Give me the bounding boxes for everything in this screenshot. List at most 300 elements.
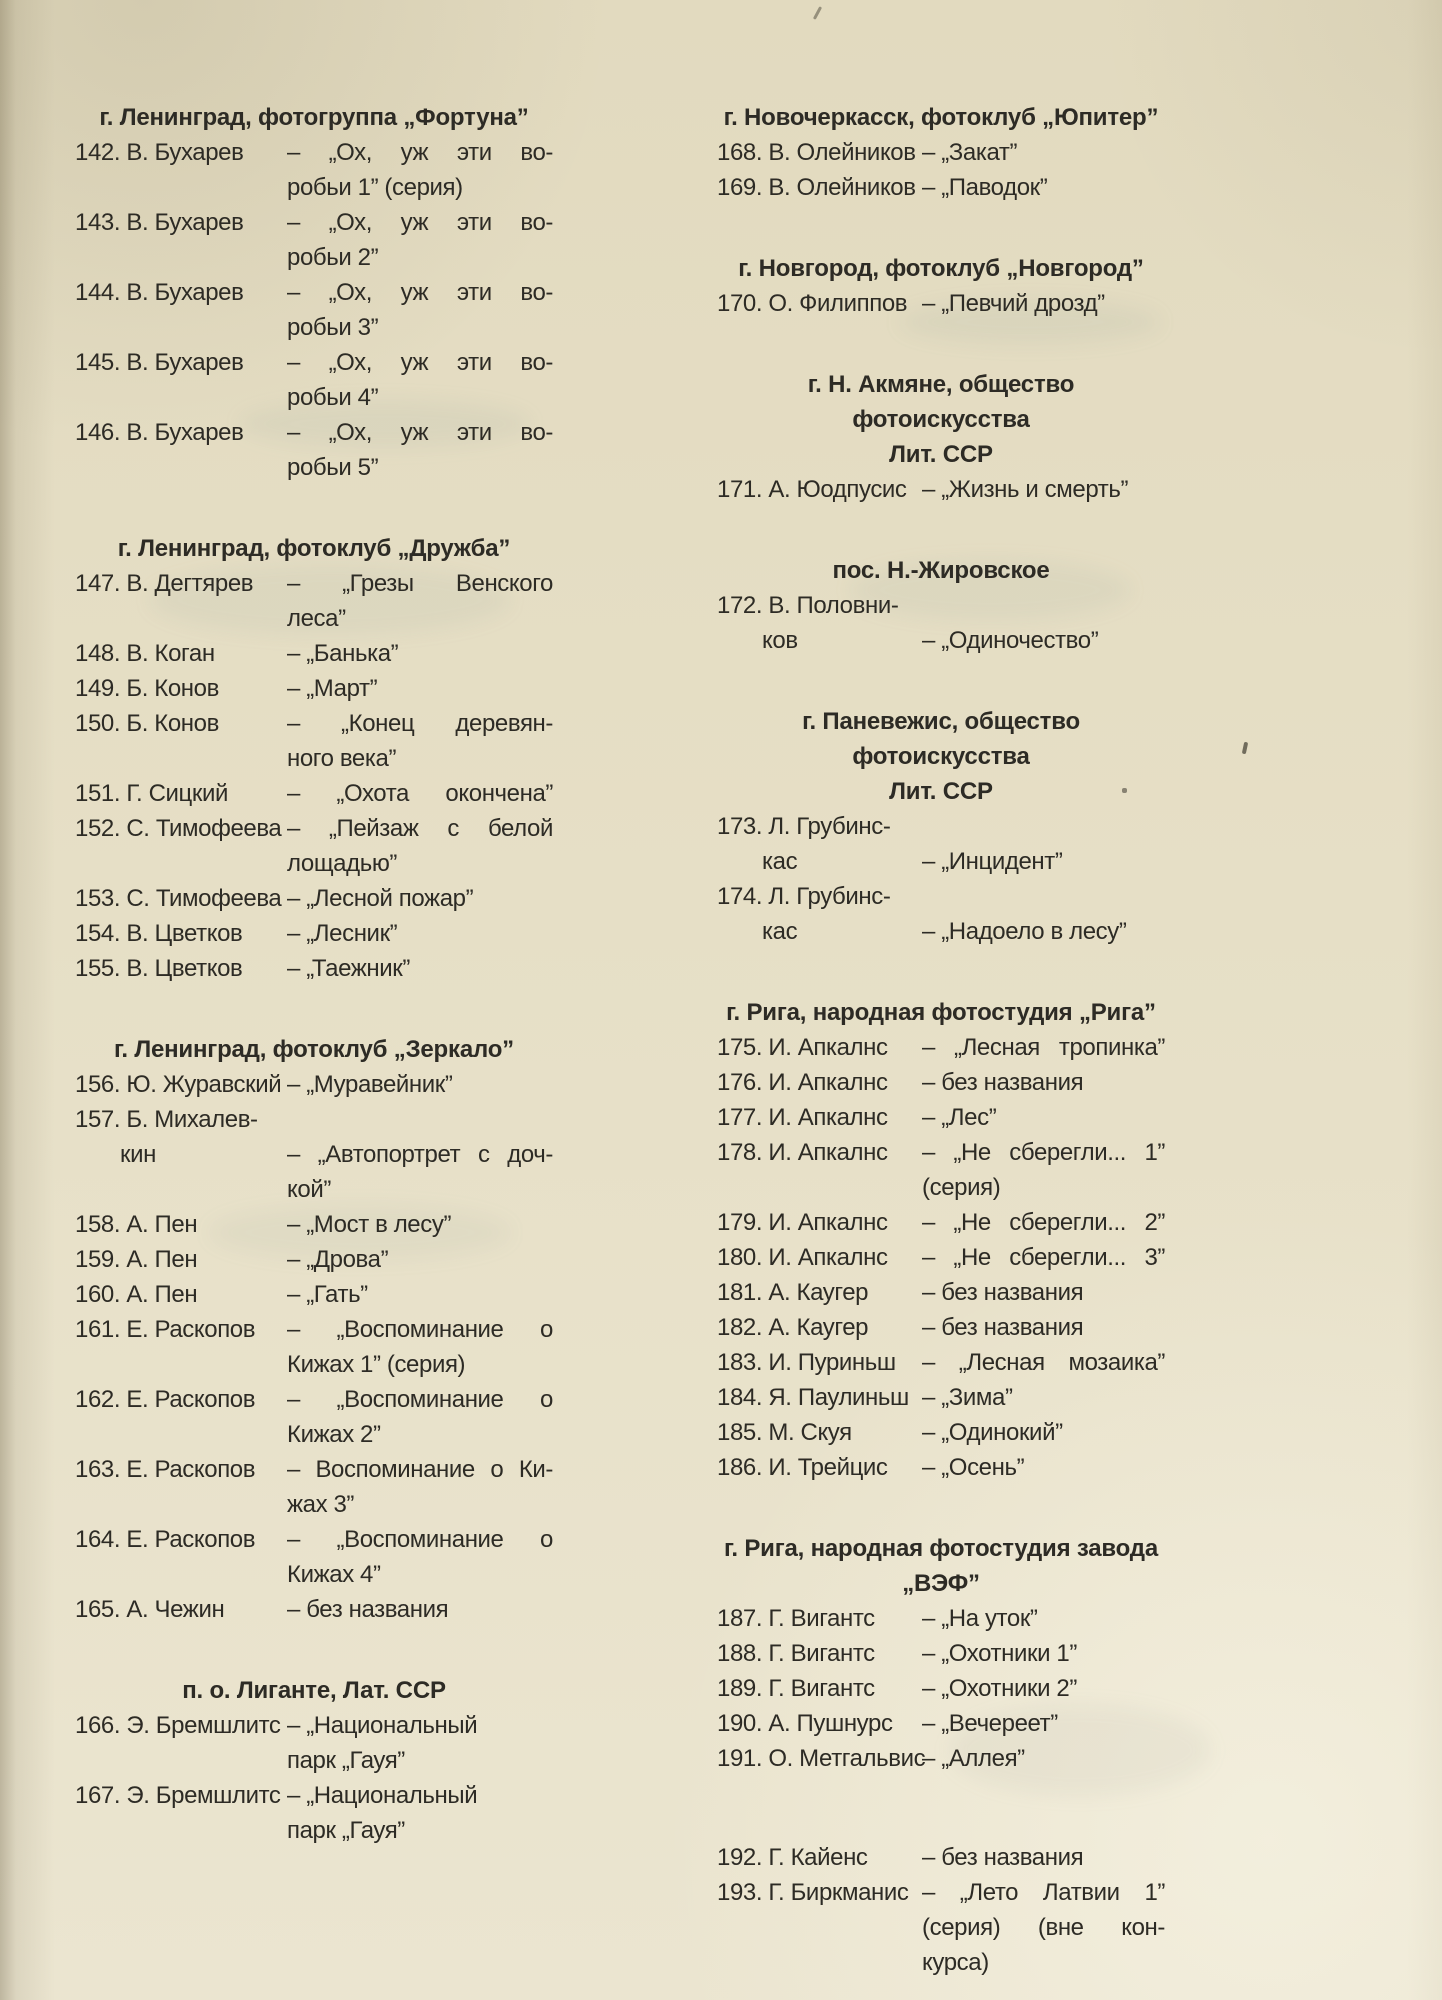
- scan-speck: [1242, 742, 1248, 755]
- entry-row: [75, 706, 553, 776]
- entry-title-line: кой”: [287, 1176, 331, 1203]
- entry-number-name: [75, 916, 287, 951]
- entry-number-name: [75, 1207, 287, 1242]
- entry-row: [75, 205, 553, 275]
- group-header-line: п. о. Лиганте, Лат. ССР: [182, 1677, 446, 1704]
- entry-title: [287, 275, 553, 345]
- entry-title: [922, 844, 1165, 879]
- entry-name-line: 174. Л. Грубинс-: [717, 883, 891, 910]
- group-header: [717, 1531, 1165, 1601]
- entry-title-line: – „Таежник”: [287, 955, 410, 982]
- entry-name-line: 152. С. Тимофеева: [75, 815, 282, 842]
- entry-title-line: – „Одинокий”: [922, 1419, 1063, 1446]
- entry-title-line: – „Ох, уж эти во-: [287, 279, 553, 306]
- entry-title: [922, 1415, 1165, 1450]
- entry-title-line: – „Дрова”: [287, 1246, 389, 1273]
- entry-name-line: 192. Г. Кайенс: [717, 1844, 868, 1871]
- entry-title-line: – „Инцидент”: [922, 848, 1063, 875]
- entry-name-line: 173. Л. Грубинс-: [717, 813, 891, 840]
- group-header-line: г. Новгород, фотоклуб „Новгород”: [738, 255, 1144, 282]
- group-header-line: „ВЭФ”: [902, 1570, 980, 1597]
- entry-title-line: робьи 2”: [287, 244, 379, 271]
- entry-title: [922, 1601, 1165, 1636]
- entry-title-line: – „Охотники 1”: [922, 1640, 1077, 1667]
- group-header: [75, 531, 553, 566]
- entry-row: [717, 1135, 1165, 1205]
- entry-row: [75, 1067, 553, 1102]
- entry-title: [922, 1030, 1165, 1065]
- entry-title: [922, 623, 1165, 658]
- entry-row: [717, 879, 1165, 949]
- entry-title-line: робьи 1” (серия): [287, 174, 463, 201]
- entry-number-name: [75, 1067, 287, 1102]
- catalog-group: [75, 1032, 553, 1627]
- entry-row: [717, 1875, 1165, 1980]
- entry-name-line: 163. Е. Раскопов: [75, 1456, 256, 1483]
- entry-title: [287, 205, 553, 275]
- entry-title-line: – „Охотники 2”: [922, 1675, 1077, 1702]
- entry-row: [75, 881, 553, 916]
- catalog-column-right: [717, 100, 1165, 1980]
- entry-number-name: [717, 1415, 922, 1450]
- entry-row: [717, 286, 1165, 321]
- entry-title-line: – „Воспоминание о: [287, 1526, 553, 1553]
- entry-number-name: [717, 1345, 922, 1380]
- entry-row: [75, 1592, 553, 1627]
- group-header: [717, 995, 1165, 1030]
- catalog-column-left: [75, 100, 553, 1848]
- entry-name-line: кас: [762, 848, 798, 875]
- entry-title-line: робьи 4”: [287, 384, 379, 411]
- entry-title-line: – без названия: [922, 1279, 1084, 1306]
- entry-title: [922, 1875, 1165, 1980]
- entry-row: [717, 1636, 1165, 1671]
- entry-number-name: [717, 1240, 922, 1275]
- entry-name-line: 193. Г. Биркманис: [717, 1879, 909, 1906]
- group-header: [717, 251, 1165, 286]
- entry-title: [287, 566, 553, 636]
- catalog-group: [717, 553, 1165, 658]
- group-header-line: г. Рига, народная фотостудия „Рига”: [726, 999, 1156, 1026]
- entry-title: [922, 286, 1165, 321]
- catalog-group: [717, 1840, 1165, 1980]
- entry-row: [75, 811, 553, 881]
- entry-name-line: 154. В. Цветков: [75, 920, 243, 947]
- entry-row: [75, 345, 553, 415]
- entry-title: [922, 1135, 1165, 1205]
- entry-title: [287, 1242, 553, 1277]
- entry-title-line: – „Лесная мозаика”: [922, 1349, 1165, 1376]
- entry-title-line: робьи 3”: [287, 314, 379, 341]
- entry-name-line: 191. О. Метгальвис: [717, 1745, 926, 1772]
- entry-title: [287, 671, 553, 706]
- entry-number-name: [75, 205, 287, 240]
- entry-title-line: – „Вечереет”: [922, 1710, 1058, 1737]
- entry-title: [922, 1240, 1165, 1275]
- entry-number-name: [75, 1708, 287, 1743]
- entry-name-line: кин: [120, 1141, 156, 1168]
- entry-row: [75, 275, 553, 345]
- entry-title-line: – „Воспоминание о: [287, 1316, 553, 1343]
- entry-title-line: – „Жизнь и смерть”: [922, 476, 1129, 503]
- entry-title-line: Кижах 4”: [287, 1561, 381, 1588]
- entry-title: [922, 1065, 1165, 1100]
- entry-row: [717, 1275, 1165, 1310]
- entry-title-line: – „На уток”: [922, 1605, 1038, 1632]
- entry-number-name: [717, 1275, 922, 1310]
- entry-title: [287, 1137, 553, 1207]
- entry-number-name: [717, 1741, 926, 1776]
- entry-name-line: 156. Ю. Журавский: [75, 1071, 282, 1098]
- entry-title-line: – „Март”: [287, 675, 378, 702]
- entry-number-name: [717, 135, 922, 170]
- entry-title-line: – „Автопортрет с доч-: [287, 1141, 553, 1168]
- entry-name-line: 151. Г. Сицкий: [75, 780, 228, 807]
- entry-name-line: 148. В. Коган: [75, 640, 215, 667]
- entry-name-line: 185. М. Скуя: [717, 1419, 852, 1446]
- group-header-line: г. Новочеркасск, фотоклуб „Юпитер”: [723, 104, 1159, 131]
- entry-number-name: [75, 1592, 287, 1627]
- entry-name-line: 190. А. Пушнурс: [717, 1710, 893, 1737]
- entry-title-line: – „Певчий дрозд”: [922, 290, 1105, 317]
- entry-row: [717, 1205, 1165, 1240]
- entry-title-line: робьи 5”: [287, 454, 379, 481]
- entry-row: [717, 1345, 1165, 1380]
- entry-row: [717, 1100, 1165, 1135]
- entry-row: [75, 1778, 553, 1848]
- entry-title: [922, 1310, 1165, 1345]
- entry-number-name: [75, 345, 287, 380]
- entry-number-name: [717, 1135, 922, 1170]
- entry-number-name: [717, 1840, 922, 1875]
- group-header-line: г. Паневежис, общество фотоискусства: [802, 708, 1080, 770]
- entry-title: [287, 1277, 553, 1312]
- entry-number-name: [717, 1450, 922, 1485]
- entry-title: [287, 345, 553, 415]
- entry-number-name: [717, 809, 922, 879]
- catalog-group: [75, 1673, 553, 1848]
- entry-title-line: – „Национальный: [287, 1712, 478, 1739]
- group-header: [717, 553, 1165, 588]
- entry-row: [717, 1450, 1165, 1485]
- entry-row: [717, 1240, 1165, 1275]
- entry-name-line: 176. И. Апкалнс: [717, 1069, 888, 1096]
- entry-number-name: [75, 636, 287, 671]
- catalog-group: [75, 531, 553, 986]
- entry-title: [922, 1380, 1165, 1415]
- entry-number-name: [717, 1671, 922, 1706]
- entry-title-line: – без названия: [922, 1844, 1084, 1871]
- entry-number-name: [717, 1100, 922, 1135]
- entry-number-name: [717, 588, 922, 658]
- group-header-line: Лит. ССР: [889, 441, 993, 468]
- entry-row: [717, 809, 1165, 879]
- entry-row: [717, 1380, 1165, 1415]
- entry-title-line: – „Ох, уж эти во-: [287, 209, 553, 236]
- entry-title-line: – „Не сберегли... 3”: [922, 1244, 1165, 1271]
- entry-name-line: 147. В. Дегтярев: [75, 570, 254, 597]
- entry-title-line: – „Надоело в лесу”: [922, 918, 1127, 945]
- entry-row: [717, 1065, 1165, 1100]
- entry-title: [287, 415, 553, 485]
- entry-title-line: ного века”: [287, 745, 397, 772]
- entry-row: [717, 1601, 1165, 1636]
- entry-title-line: – „Гать”: [287, 1281, 368, 1308]
- entry-number-name: [717, 1065, 922, 1100]
- entry-title: [287, 1778, 553, 1848]
- entry-name-line: 184. Я. Паулиньш: [717, 1384, 909, 1411]
- entry-name-line: 177. И. Апкалнс: [717, 1104, 888, 1131]
- group-header: [717, 100, 1165, 135]
- entry-number-name: [75, 1452, 287, 1487]
- entry-title-line: – „Лето Латвии 1”: [922, 1879, 1165, 1906]
- entry-title: [287, 811, 553, 881]
- entry-number-name: [75, 1312, 287, 1347]
- group-header: [75, 100, 553, 135]
- entry-title-line: – „Банька”: [287, 640, 399, 667]
- entry-name-line: 160. А. Пен: [75, 1281, 198, 1308]
- entry-title: [922, 914, 1165, 949]
- catalog-group: [717, 367, 1165, 507]
- entry-number-name: [717, 1636, 922, 1671]
- entry-title: [922, 1205, 1165, 1240]
- entry-number-name: [75, 1522, 287, 1557]
- entry-number-name: [717, 1205, 922, 1240]
- entry-title-line: – „Лесной пожар”: [287, 885, 474, 912]
- entry-title-line: – „Осень”: [922, 1454, 1025, 1481]
- entry-title: [287, 1708, 553, 1778]
- entry-title: [287, 776, 553, 811]
- entry-title: [287, 706, 553, 776]
- entry-title: [287, 1522, 553, 1592]
- group-header: [717, 367, 1165, 472]
- entry-row: [717, 170, 1165, 205]
- entry-number-name: [75, 776, 287, 811]
- entry-title-line: – „Одиночество”: [922, 627, 1099, 654]
- entry-number-name: [75, 275, 287, 310]
- entry-name-line: 169. В. Олейников: [717, 174, 916, 201]
- group-header-line: пос. Н.-Жировское: [832, 557, 1050, 584]
- entry-title: [287, 1067, 553, 1102]
- entry-number-name: [75, 135, 287, 170]
- entry-number-name: [75, 1242, 287, 1277]
- entry-number-name: [75, 1778, 287, 1813]
- entry-row: [75, 776, 553, 811]
- entry-name-line: 168. В. Олейников: [717, 139, 916, 166]
- entry-title-line: – „Зима”: [922, 1384, 1013, 1411]
- group-header: [75, 1673, 553, 1708]
- entry-row: [717, 1310, 1165, 1345]
- group-header-line: г. Рига, народная фотостудия завода: [724, 1535, 1158, 1562]
- entry-number-name: [717, 1875, 922, 1910]
- entry-title: [922, 1840, 1165, 1875]
- scan-speck: [813, 6, 822, 20]
- entry-row: [75, 1312, 553, 1382]
- entry-row: [717, 1415, 1165, 1450]
- entry-name-line: 183. И. Пуриньш: [717, 1349, 896, 1376]
- entry-name-line: 170. О. Филиппов: [717, 290, 908, 317]
- entry-title-line: – „Ох, уж эти во-: [287, 419, 553, 446]
- entry-title-line: – „Национальный: [287, 1782, 478, 1809]
- catalog-group: [717, 251, 1165, 321]
- entry-row: [75, 951, 553, 986]
- entry-name-line: 143. В. Бухарев: [75, 209, 244, 236]
- entry-title: [287, 135, 553, 205]
- catalog-group: [717, 1531, 1165, 1776]
- group-header-line: г. Н. Акмяне, общество фотоискусства: [807, 371, 1075, 433]
- entry-title-line: – „Воспоминание о: [287, 1386, 553, 1413]
- entry-title-line: – „Грезы Венского: [287, 570, 553, 597]
- entry-number-name: [717, 1601, 922, 1636]
- entry-number-name: [717, 472, 922, 507]
- entry-title-line: курса): [922, 1949, 989, 1976]
- entry-title: [922, 1100, 1165, 1135]
- entry-number-name: [717, 1706, 922, 1741]
- entry-title-line: Кижах 1” (серия): [287, 1351, 466, 1378]
- entry-title-line: – „Мост в лесу”: [287, 1211, 452, 1238]
- group-header: [75, 1032, 553, 1067]
- entry-number-name: [75, 566, 287, 601]
- entry-name-line: 187. Г. Вигантс: [717, 1605, 875, 1632]
- entry-title-line: Кижах 2”: [287, 1421, 381, 1448]
- entry-row: [75, 1277, 553, 1312]
- entry-row: [717, 1671, 1165, 1706]
- entry-title-line: – „Ох, уж эти во-: [287, 139, 553, 166]
- entry-name-line: 178. И. Апкалнс: [717, 1139, 888, 1166]
- entry-name-line: 144. В. Бухарев: [75, 279, 244, 306]
- entry-title-line: лощадью”: [287, 850, 398, 877]
- entry-title: [287, 1382, 553, 1452]
- entry-title: [287, 1207, 553, 1242]
- entry-row: [75, 1452, 553, 1522]
- entry-title-line: – „Муравейник”: [287, 1071, 453, 1098]
- entry-title: [922, 1671, 1165, 1706]
- entry-name-line: 153. С. Тимофеева: [75, 885, 282, 912]
- entry-name-line: 181. А. Каугер: [717, 1279, 869, 1306]
- group-header-line: г. Ленинград, фотогруппа „Фортуна”: [99, 104, 529, 131]
- entry-name-line: 165. А. Чежин: [75, 1596, 225, 1623]
- entry-name-line: 172. В. Половни-: [717, 592, 899, 619]
- entry-number-name: [717, 1030, 922, 1065]
- entry-name-line: 142. В. Бухарев: [75, 139, 244, 166]
- entry-number-name: [75, 951, 287, 986]
- entry-name-line: 150. Б. Конов: [75, 710, 219, 737]
- entry-name-line: 167. Э. Бремшлитс: [75, 1782, 281, 1809]
- entry-title-line: – Воспоминание о Ки-: [287, 1456, 553, 1483]
- entry-row: [75, 566, 553, 636]
- entry-title-line: парк „Гауя”: [287, 1817, 405, 1844]
- entry-name-line: 179. И. Апкалнс: [717, 1209, 888, 1236]
- entry-name-line: ков: [762, 627, 798, 654]
- entry-title-line: – „Не сберегли... 1”: [922, 1139, 1165, 1166]
- entry-number-name: [75, 881, 287, 916]
- entry-name-line: 146. В. Бухарев: [75, 419, 244, 446]
- entry-row: [75, 1382, 553, 1452]
- entry-title: [922, 1450, 1165, 1485]
- entry-name-line: 164. Е. Раскопов: [75, 1526, 256, 1553]
- entry-row: [717, 1030, 1165, 1065]
- entry-number-name: [717, 1310, 922, 1345]
- entry-row: [75, 135, 553, 205]
- entry-row: [75, 1102, 553, 1207]
- entry-title-line: – без названия: [287, 1596, 449, 1623]
- entry-title-line: – „Закат”: [922, 139, 1018, 166]
- entry-name-line: 188. Г. Вигантс: [717, 1640, 875, 1667]
- entry-title-line: – „Паводок”: [922, 174, 1048, 201]
- entry-name-line: 158. А. Пен: [75, 1211, 198, 1238]
- entry-title-line: – „Пейзаж с белой: [287, 815, 553, 842]
- entry-title-line: – без названия: [922, 1314, 1084, 1341]
- entry-name-line: 182. А. Каугер: [717, 1314, 869, 1341]
- entry-name-line: 175. И. Апкалнс: [717, 1034, 888, 1061]
- entry-row: [75, 636, 553, 671]
- entry-title: [922, 170, 1165, 205]
- entry-number-name: [75, 671, 287, 706]
- entry-number-name: [75, 706, 287, 741]
- entry-title: [287, 1592, 553, 1627]
- entry-name-line: 159. А. Пен: [75, 1246, 198, 1273]
- entry-title-line: жах 3”: [287, 1491, 355, 1518]
- entry-title-line: – „Аллея”: [922, 1745, 1025, 1772]
- entry-row: [75, 1207, 553, 1242]
- catalog-group: [717, 100, 1165, 205]
- entry-title: [922, 1275, 1165, 1310]
- entry-title: [922, 1706, 1165, 1741]
- entry-number-name: [717, 286, 922, 321]
- entry-row: [75, 415, 553, 485]
- entry-name-line: 180. И. Апкалнс: [717, 1244, 888, 1271]
- group-header-line: г. Ленинград, фотоклуб „Зеркало”: [114, 1036, 514, 1063]
- entry-title-line: (серия) (вне кон-: [922, 1914, 1165, 1941]
- entry-row: [717, 1741, 1165, 1776]
- entry-row: [717, 135, 1165, 170]
- entry-title: [287, 951, 553, 986]
- entry-title: [287, 881, 553, 916]
- entry-title-line: – „Ох, уж эти во-: [287, 349, 553, 376]
- entry-name-line: кас: [762, 918, 798, 945]
- entry-title-line: – „Лесник”: [287, 920, 398, 947]
- entry-title: [922, 1636, 1165, 1671]
- entry-title: [287, 916, 553, 951]
- group-header-line: Лит. ССР: [889, 778, 993, 805]
- catalog-group: [717, 704, 1165, 949]
- catalog-group: [75, 100, 553, 485]
- entry-number-name: [75, 811, 287, 846]
- entry-number-name: [75, 1382, 287, 1417]
- entry-row: [75, 1708, 553, 1778]
- entry-title: [287, 1312, 553, 1382]
- entry-row: [717, 1840, 1165, 1875]
- entry-name-line: 166. Э. Бремшлитс: [75, 1712, 281, 1739]
- group-header: [717, 704, 1165, 809]
- catalog-group: [717, 995, 1165, 1485]
- entry-number-name: [717, 170, 922, 205]
- entry-name-line: 145. В. Бухарев: [75, 349, 244, 376]
- entry-title-line: парк „Гауя”: [287, 1747, 405, 1774]
- entry-title-line: – „Лес”: [922, 1104, 997, 1131]
- entry-title-line: – „Не сберегли... 2”: [922, 1209, 1165, 1236]
- entry-title-line: леса”: [287, 605, 346, 632]
- entry-name-line: 186. И. Трейцис: [717, 1454, 888, 1481]
- entry-name-line: 189. Г. Вигантс: [717, 1675, 875, 1702]
- entry-row: [717, 472, 1165, 507]
- entry-name-line: 157. Б. Михалев-: [75, 1106, 258, 1133]
- entry-title: [922, 472, 1165, 507]
- entry-number-name: [75, 415, 287, 450]
- entry-title-line: (серия): [922, 1174, 1001, 1201]
- entry-number-name: [75, 1102, 287, 1172]
- entry-row: [717, 1706, 1165, 1741]
